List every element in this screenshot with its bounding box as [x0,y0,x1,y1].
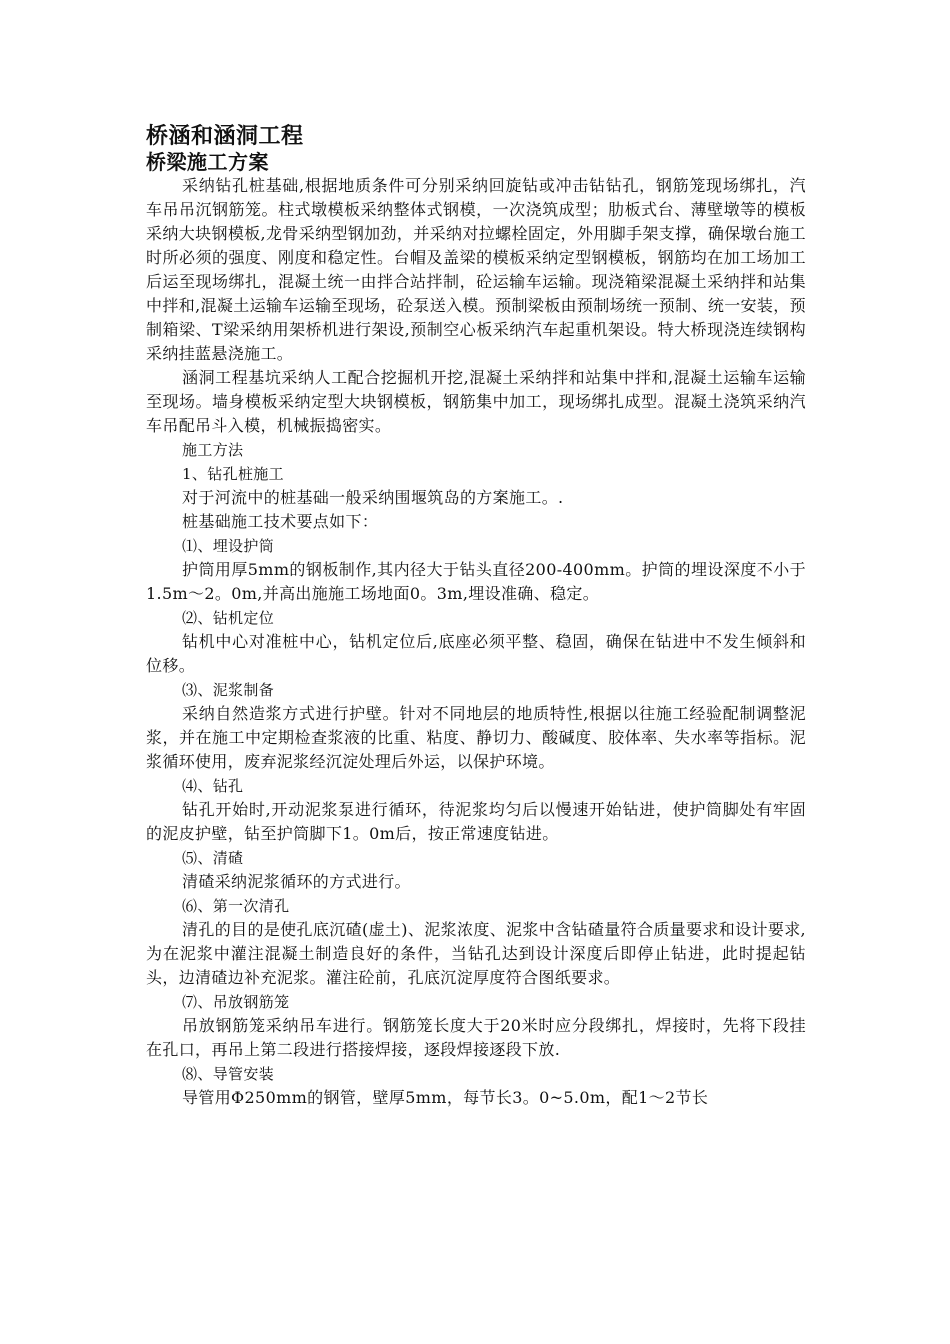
step-heading: ⑶、泥浆制备 [182,681,275,699]
step-heading: ⑻、导管安装 [182,1065,275,1083]
document-title: 桥涵和涵洞工程 [146,124,304,149]
step-heading: ⑴、埋设护筒 [182,537,275,555]
subsection-heading-bored-pile: 1、钻孔桩施工 [182,465,284,483]
step-heading: ⑸、清碴 [182,849,244,867]
section-heading-method: 施工方法 [182,441,244,459]
step-heading: ⑹、第一次清孔 [182,897,290,915]
step-text: 钻孔开始时,开动泥浆泵进行循环，待泥浆均匀后以慢速开始钻进，使护筒脚处有牢固的泥皮护壁，钻至护筒脚下1。0m后，按正常速度钻进。 [146,800,806,843]
step-heading: ⑺、吊放钢筋笼 [182,993,290,1011]
step-text: 护筒用厚5mm的钢板制作,其内径大于钻头直径200-400mm。护筒的埋设深度不小于1.5m～2。0m,并高出施施工场地面0。3m,埋设准确、稳定。 [146,560,806,603]
step-text: 钻机中心对准桩中心，钻机定位后,底座必须平整、稳固，确保在钻进中不发生倾斜和位移。 [146,632,806,675]
step-text: 导管用Φ250mm的钢管，壁厚5mm，每节长3。0~5.0m，配1～2节长 [182,1088,709,1107]
step-text: 清碴采纳泥浆循环的方式进行。 [182,872,411,891]
step-text: 采纳自然造浆方式进行护壁。针对不同地层的地质特性,根据以往施工经验配制调整泥浆，并在施工中定期检查浆液的比重、粘度、静切力、酸碱度、胶体率、失水率等指标。泥浆循环使用，废弃泥浆经沉淀处理后外运，以保护环境。 [146,704,806,771]
step-heading: ⑵、钻机定位 [182,609,275,627]
paragraph-culvert-overview: 涵洞工程基坑采纳人工配合挖掘机开挖,混凝土采纳拌和站集中拌和,混凝土运输车运输至现场。墙身模板采纳定型大块钢模板，钢筋集中加工，现场绑扎成型。混凝土浇筑采纳汽车吊配吊斗入模，机械振捣密实。 [146,368,806,435]
step-text: 吊放钢筋笼采纳吊车进行。钢筋笼长度大于20米时应分段绑扎，焊接时，先将下段挂在孔口，再吊上第二段进行搭接焊接，逐段焊接逐段下放. [146,1016,806,1059]
document-content [146,124,806,1110]
step-heading: ⑷、钻孔 [182,777,244,795]
step-text: 清孔的目的是使孔底沉碴(虚土)、泥浆浓度、泥浆中含钻碴量符合质量要求和设计要求,为在泥浆中灌注混凝土制造良好的条件，当钻孔达到设计深度后即停止钻进，此时提起钻头，边清碴边补充泥浆。灌注砼前，孔底沉淀厚度符合图纸要求。 [146,920,806,987]
intro-line: 桩基础施工技术要点如下： [182,512,379,531]
section-subtitle: 桥梁施工方案 [146,150,269,174]
paragraph-bridge-overview: 采纳钻孔桩基础,根据地质条件可分别采纳回旋钻或冲击钻钻孔，钢筋笼现场绑扎，汽车吊吊沉钢筋笼。柱式墩模板采纳整体式钢模，一次浇筑成型；肋板式台、薄壁墩等的模板采纳大块钢模板,龙骨采纳型钢加劲，并采纳对拉螺栓固定，外用脚手架支撑，确保墩台施工时所必须的强度、刚度和稳定性。台帽及盖梁的模板采纳定型钢模板，钢筋均在加工场加工后运至现场绑扎，混凝土统一由拌合站拌制，砼运输车运输。现浇箱梁混凝土采纳拌和站集中拌和,混凝土运输车运输至现场，砼泵送入模。预制梁板由预制场统一预制、统一安装，预制箱梁、T梁采纳用架桥机进行架设,预制空心板采纳汽车起重机架设。特大桥现浇连续钢构采纳挂蓝悬浇施工。 [146,176,806,363]
intro-line: 对于河流中的桩基础一般采纳围堰筑岛的方案施工。. [182,488,564,507]
